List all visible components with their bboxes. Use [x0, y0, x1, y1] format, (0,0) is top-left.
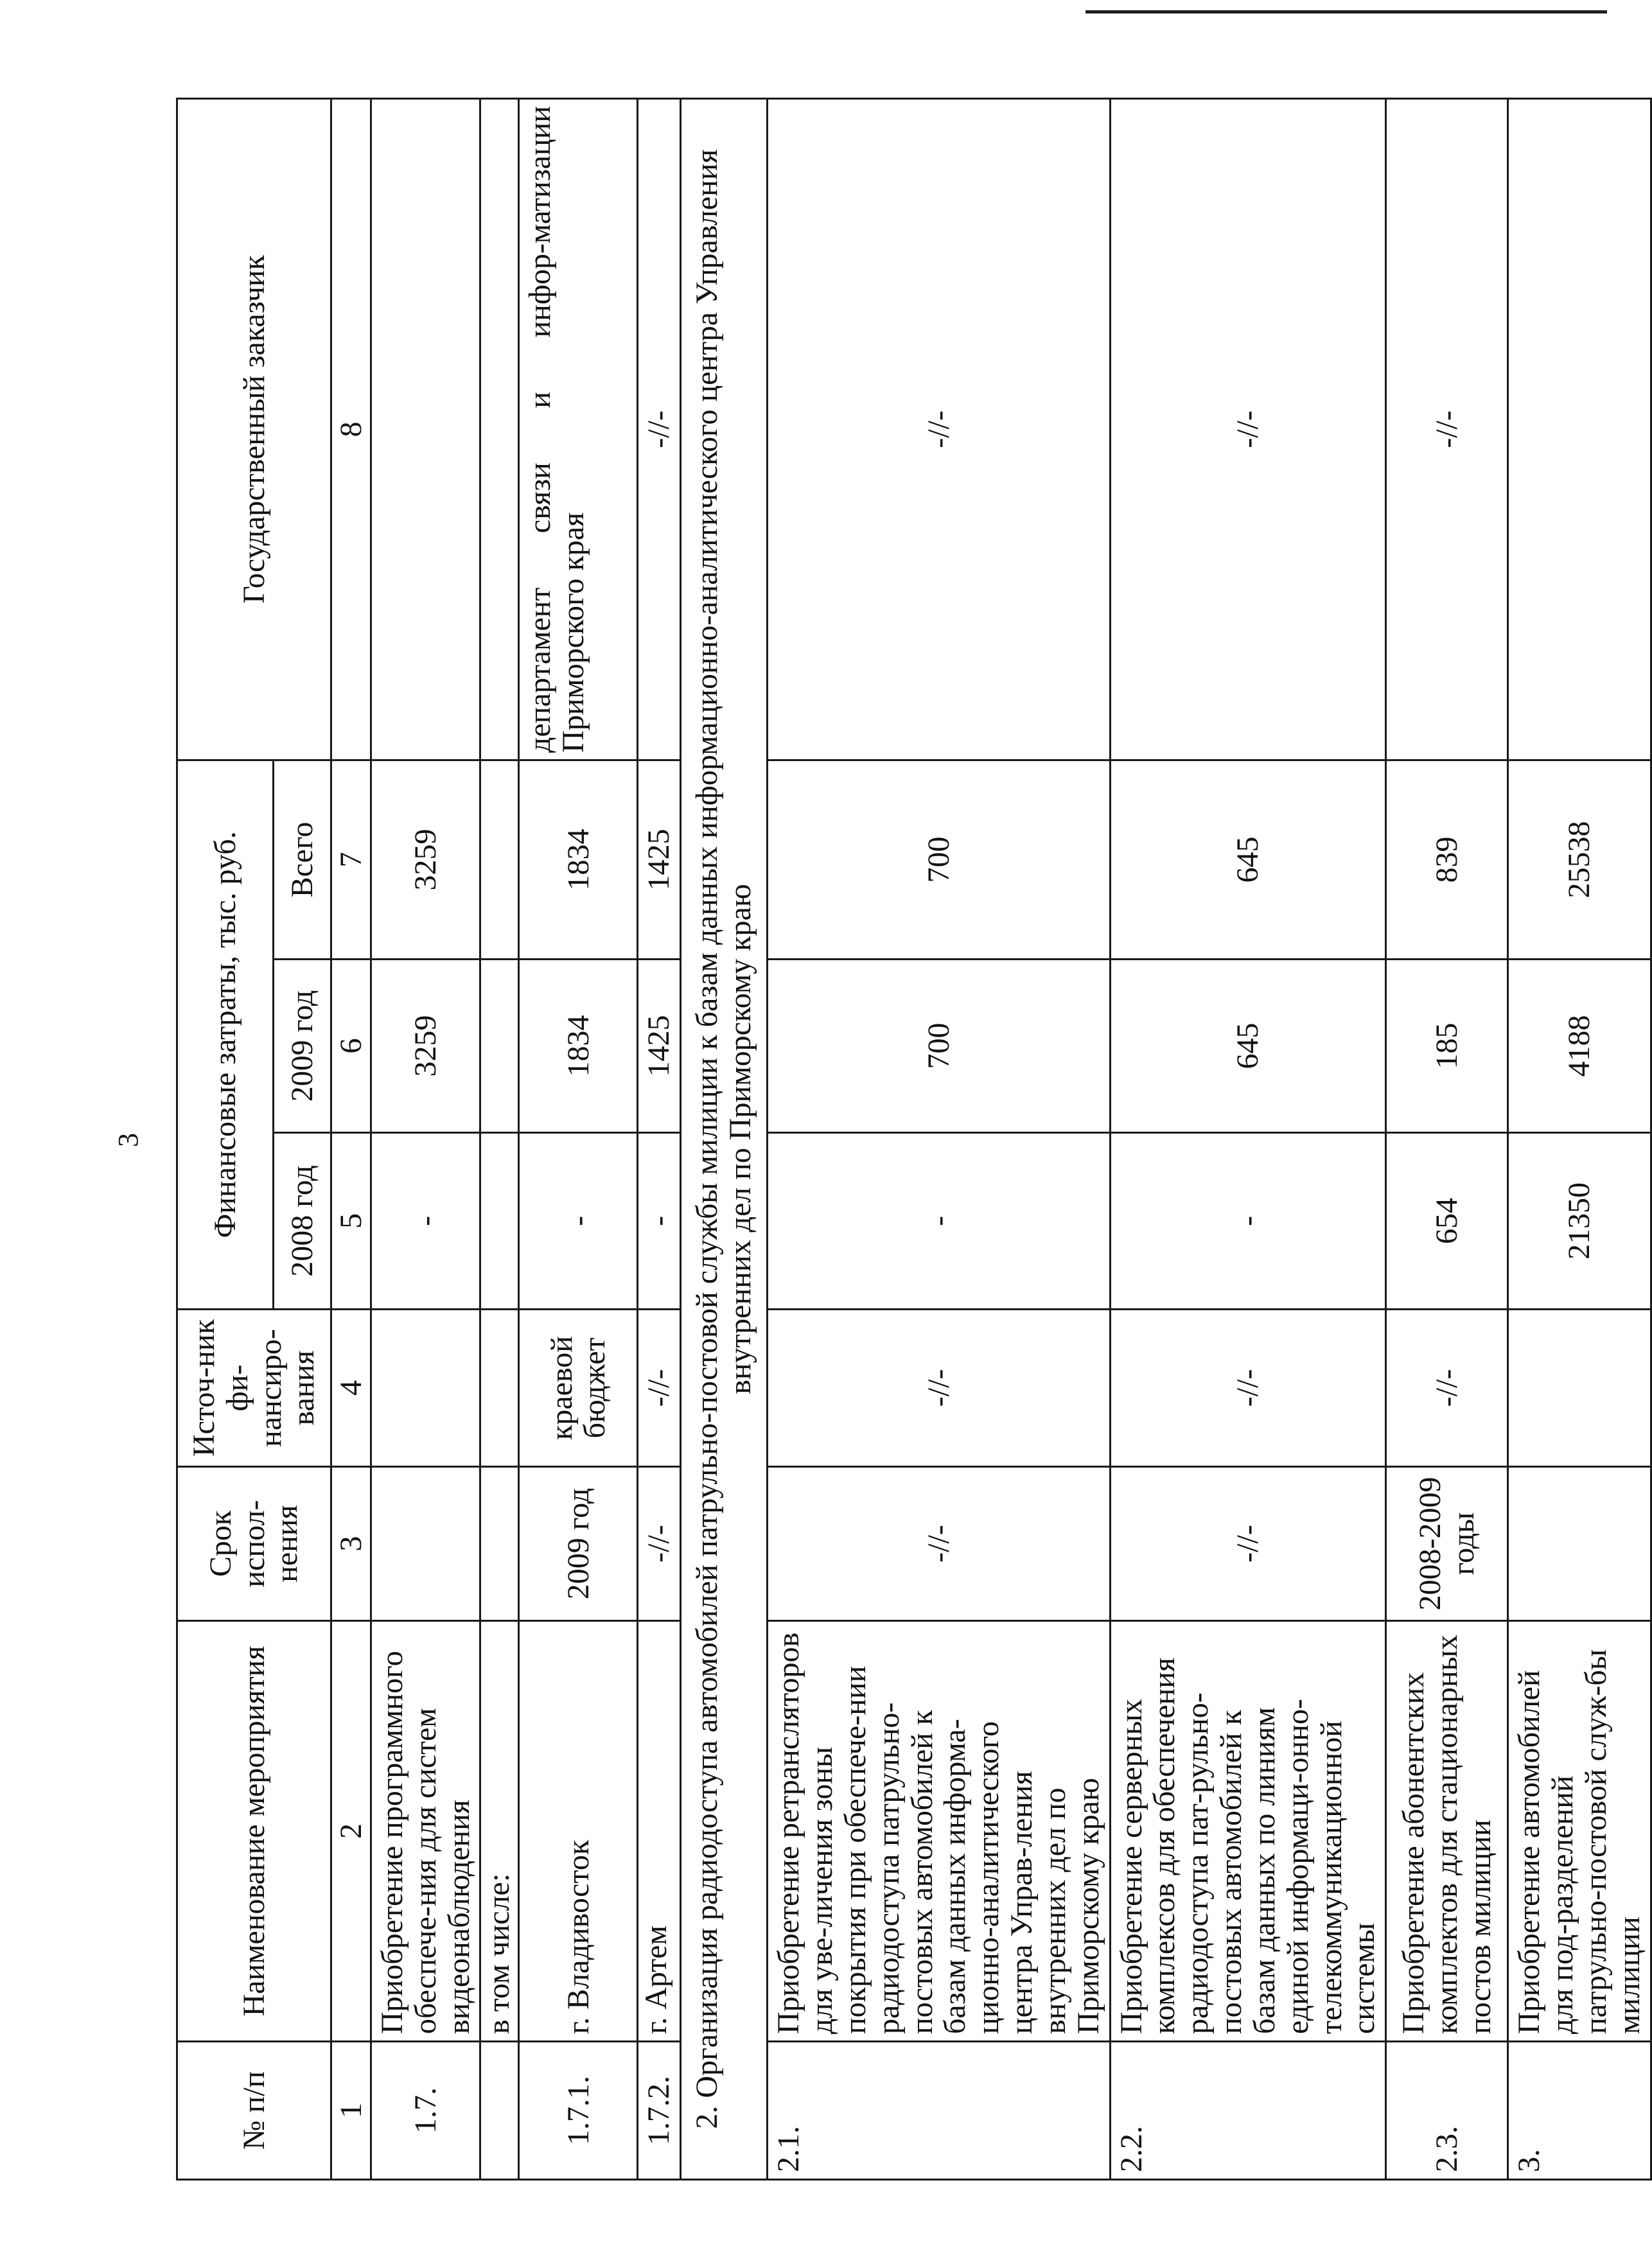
row-2009: 645: [1110, 960, 1386, 1133]
row-customer: -//-: [1386, 98, 1508, 760]
row-num: 2.3.: [1386, 2042, 1508, 2180]
row-2008: 21350: [1508, 1133, 1651, 1310]
row-customer: -//-: [638, 98, 681, 760]
index-2: 2: [331, 1621, 371, 2042]
row-2009: 4188: [1508, 960, 1651, 1133]
table-row: [638, 98, 681, 2179]
row-term: -//-: [1110, 1467, 1386, 1621]
index-4: 4: [331, 1310, 371, 1467]
header-source: Источ-ник фи-нансиро-вания: [177, 1310, 331, 1467]
row-customer: -//-: [768, 98, 1110, 760]
row-source: -//-: [1386, 1310, 1508, 1467]
row-total: 839: [1386, 760, 1508, 959]
row-2009: 1834: [519, 960, 638, 1133]
row-num: 2.1.: [768, 2042, 1110, 2180]
row-num: 1.7.: [371, 2042, 480, 2180]
table-row: [768, 98, 1110, 2179]
header-row-1: [177, 98, 274, 2179]
row-term: [480, 1467, 519, 1621]
row-num: 2.2.: [1110, 2042, 1386, 2180]
header-term: Срок испол-нения: [177, 1467, 331, 1621]
header-num: № п/п: [177, 2042, 331, 2180]
index-1: 1: [331, 2042, 371, 2180]
header-name: Наименование мероприятия: [177, 1621, 331, 2042]
index-8: 8: [331, 98, 371, 760]
header-total: Всего: [274, 760, 331, 959]
index-3: 3: [331, 1467, 371, 1621]
table-row: [1110, 98, 1386, 2179]
row-term: 2008-2009 годы: [1386, 1467, 1508, 1621]
row-2008: -: [638, 1133, 681, 1310]
row-total: 25538: [1508, 760, 1651, 959]
row-term: 2009 год: [519, 1467, 638, 1621]
index-7: 7: [331, 760, 371, 959]
row-name: в том числе:: [480, 1621, 519, 2042]
row-2009: 3259: [371, 960, 480, 1133]
table-row: [371, 98, 480, 2179]
row-2008: [480, 1133, 519, 1310]
row-total: 700: [768, 760, 1110, 959]
row-source: [480, 1310, 519, 1467]
row-source: -//-: [638, 1310, 681, 1467]
row-total: [480, 760, 519, 959]
header-customer: Государственный заказчик: [177, 98, 331, 760]
row-2009: [480, 960, 519, 1133]
row-source: -//-: [1110, 1310, 1386, 1467]
table-row: [480, 98, 519, 2179]
row-2009: 1425: [638, 960, 681, 1133]
row-term: [371, 1467, 480, 1621]
row-name: г. Владивосток: [519, 1621, 638, 2042]
index-6: 6: [331, 960, 371, 1133]
row-num: 3.: [1508, 2042, 1651, 2180]
row-source: [371, 1310, 480, 1467]
header-2008: 2008 год: [274, 1133, 331, 1310]
row-num: [480, 2042, 519, 2180]
table-row: [1386, 98, 1508, 2179]
row-term: -//-: [638, 1467, 681, 1621]
row-2008: -: [768, 1133, 1110, 1310]
row-customer: [1508, 98, 1651, 760]
row-2009: 185: [1386, 960, 1508, 1133]
row-num: 1.7.2.: [638, 2042, 681, 2180]
row-term: -//-: [768, 1467, 1110, 1621]
page-number: 3: [112, 1133, 144, 1147]
row-name: Приобретение ретрансляторов для уве-личения зоны покрытия при обеспече-нии радиодоступа патрульно-постовых автомобилей к базам данных информа-ционно-аналитического центра Управ-ления внутренних дел по Приморскому краю: [768, 1621, 1110, 2042]
row-total: 1834: [519, 760, 638, 959]
row-2009: 700: [768, 960, 1110, 1133]
row-name: Приобретение автомобилей для под-разделений патрульно-постовой служ-бы милиции: [1508, 1621, 1651, 2042]
row-name: Приобретение серверных комплексов для обеспечения радиодоступа пат-рульно-постовых автомобилей к базам данных по линиям единой информаци-онно-телекоммуникационной системы: [1110, 1621, 1386, 2042]
row-customer: -//-: [1110, 98, 1386, 760]
row-total: 3259: [371, 760, 480, 959]
section-2-title: 2. Организация радиодоступа автомобилей патрульно-постовой службы милиции к базам данных информационно-аналитического центра Управления внутренних дел по Приморскому краю: [681, 98, 768, 2179]
header-costs-group: Финансовые затраты, тыс. руб.: [177, 760, 274, 1309]
row-source: краевой бюджет: [519, 1310, 638, 1467]
row-2008: -: [1110, 1133, 1386, 1310]
row-name: г. Артем: [638, 1621, 681, 2042]
row-2008: 654: [1386, 1133, 1508, 1310]
table-row: [519, 98, 638, 2179]
rotated-table-container: [176, 100, 1646, 2180]
index-row: [331, 98, 371, 2179]
row-total: 645: [1110, 760, 1386, 959]
row-customer: [480, 98, 519, 760]
row-num: 1.7.1.: [519, 2042, 638, 2180]
row-source: [1508, 1310, 1651, 1467]
row-term: [1508, 1467, 1651, 1621]
top-border-line: [1085, 10, 1607, 13]
header-2009: 2009 год: [274, 960, 331, 1133]
section-title-row: [681, 98, 768, 2179]
row-name: Приобретение абонентских комплектов для стационарных постов милиции: [1386, 1621, 1508, 2042]
row-source: -//-: [768, 1310, 1110, 1467]
row-2008: -: [371, 1133, 480, 1310]
row-customer: департамент связи и инфор-матизации Приморского края: [519, 98, 638, 760]
row-total: 1425: [638, 760, 681, 959]
row-customer: [371, 98, 480, 760]
table-row: [1508, 98, 1651, 2179]
index-5: 5: [331, 1133, 371, 1310]
program-table: [176, 98, 1652, 2180]
row-name: Приобретение программного обеспече-ния для систем видеонаблюдения: [371, 1621, 480, 2042]
row-2008: -: [519, 1133, 638, 1310]
